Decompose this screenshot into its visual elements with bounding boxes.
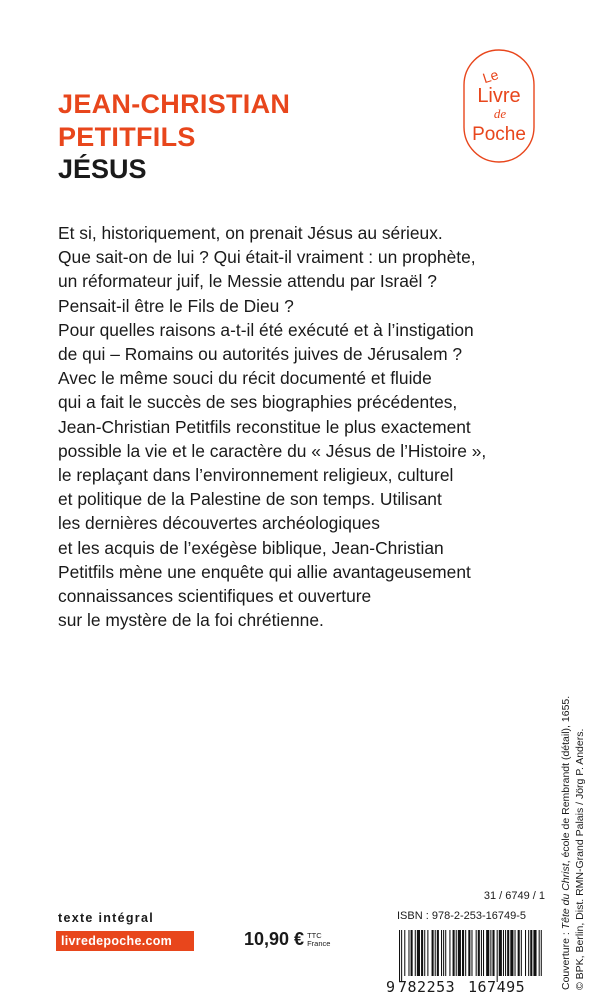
barcode-bar (483, 930, 484, 976)
barcode-lead-digit: 9 (386, 978, 396, 996)
barcode-bar (456, 930, 457, 976)
barcode-bar (411, 930, 413, 976)
barcode-bar (476, 930, 477, 976)
credits-line-1 (560, 696, 574, 990)
book-title: JÉSUS (58, 154, 147, 184)
description-line: un réformateur juif, le Messie attendu par Israël ? (58, 271, 437, 292)
barcode-bar (401, 930, 402, 982)
barcode-bar (515, 930, 516, 976)
barcode-bar (471, 930, 472, 976)
description-line: de qui – Romains ou autorités juives de Jérusalem ? (58, 344, 463, 365)
credits-line-2: © BPK, Berlin, Dist. RMN-Grand Palais / Jörg P. Anders. (573, 728, 586, 990)
barcode-bar (497, 930, 498, 982)
price (244, 929, 330, 950)
barcode-bar (399, 930, 400, 982)
description-line: Jean-Christian Petitfils reconstitue le plus exactement (58, 416, 471, 437)
barcode-bar (533, 930, 536, 976)
barcode-bar (503, 930, 504, 976)
barcode-bar (481, 930, 482, 976)
barcode-bar (539, 930, 540, 976)
description-line: connaissances scientifiques et ouverture (58, 586, 372, 607)
barcode (397, 930, 545, 982)
price-amount: 10,90 € (244, 929, 305, 949)
isbn: ISBN : 978-2-253-16749-5 (397, 910, 527, 922)
author-name (58, 88, 290, 154)
barcode-bar (507, 930, 509, 976)
barcode-bar (521, 930, 522, 976)
barcode-bar (505, 930, 506, 976)
barcode-bar (518, 930, 520, 976)
texte-integral-label: texte intégral (58, 911, 155, 925)
credits-suffix: , école de Rembrandt (détail), 1655. (560, 695, 572, 864)
description-line: Avec le même souci du récit documenté et fluide (58, 368, 432, 389)
barcode-bar (492, 930, 494, 976)
barcode-bar (415, 930, 416, 976)
barcode-bar (525, 930, 526, 976)
price-tax-country: France (307, 939, 331, 948)
description-line: qui a fait le succès de ses biographies précédentes, (58, 392, 458, 413)
cover-credits (560, 696, 587, 990)
barcode-bar (437, 930, 439, 976)
description-line: les dernières découvertes archéologiques (58, 513, 380, 534)
barcode-bar (458, 930, 461, 976)
barcode-bar (465, 930, 466, 976)
barcode-bar (499, 930, 502, 976)
barcode-bar (424, 930, 425, 976)
description-line: et politique de la Palestine de son temps. Utilisant (58, 489, 442, 510)
barcode-bar (421, 930, 423, 976)
barcode-bar (449, 930, 450, 976)
barcode-bar (510, 930, 513, 976)
website-link[interactable]: livredepoche.com (56, 931, 194, 951)
description-line: Et si, historiquement, on prenait Jésus au sérieux. (58, 223, 443, 243)
publisher-logo (460, 48, 538, 164)
author-line-1: JEAN-CHRISTIAN (58, 89, 291, 119)
barcode-bar (453, 930, 455, 976)
barcode-bar (530, 930, 532, 976)
barcode-group-1: 782253 (398, 978, 456, 996)
description-line: Petitfils mène une enquête qui allie avantageusement (58, 561, 471, 582)
barcode-bar (478, 930, 480, 976)
logo-word-poche: Poche (472, 124, 526, 145)
edition-code: 31 / 6749 / 1 (483, 890, 545, 902)
description-line: le replaçant dans l’environnement religieux, culturel (58, 465, 454, 486)
barcode-bar (417, 930, 420, 976)
description-line: Pensait-il être le Fils de Dieu ? (58, 295, 294, 316)
barcode-bar (435, 930, 436, 976)
barcode-bar (486, 930, 489, 976)
barcode-bar (404, 930, 405, 976)
credits-artwork-title: Tête du Christ (560, 863, 572, 930)
barcode-bar (490, 930, 491, 976)
description-line: Que sait-on de lui ? Qui était-il vraiment : un prophète, (58, 247, 476, 268)
description-line: Pour quelles raisons a-t-il été exécuté et à l’instigation (58, 319, 474, 340)
barcode-bar (443, 930, 444, 976)
barcode-bar (432, 930, 434, 976)
back-cover-description (58, 221, 528, 632)
barcode-bar (408, 930, 409, 976)
credits-prefix: Couverture : (560, 929, 572, 990)
barcode-bar (468, 930, 470, 976)
author-line-2: PETITFILS (58, 122, 196, 152)
barcode-bar (427, 930, 428, 976)
barcode-bar (445, 930, 446, 976)
description-line: possible la vie et le caractère du « Jésus de l’Histoire », (58, 440, 487, 461)
logo-word-le: Le (480, 66, 501, 87)
barcode-bar (528, 930, 529, 976)
logo-word-livre: Livre (477, 85, 521, 107)
logo-word-de: de (493, 106, 507, 121)
barcode-bar (441, 930, 442, 976)
barcode-bar (541, 930, 542, 976)
barcode-digits (386, 978, 546, 996)
barcode-bar (462, 930, 464, 976)
price-tax-note (307, 932, 330, 948)
description-line: sur le mystère de la foi chrétienne. (58, 610, 324, 631)
price-tax-ttc: TTC (307, 931, 322, 940)
description-line: et les acquis de l’exégèse biblique, Jean-Christian (58, 537, 444, 558)
barcode-group-2: 167495 (468, 978, 526, 996)
